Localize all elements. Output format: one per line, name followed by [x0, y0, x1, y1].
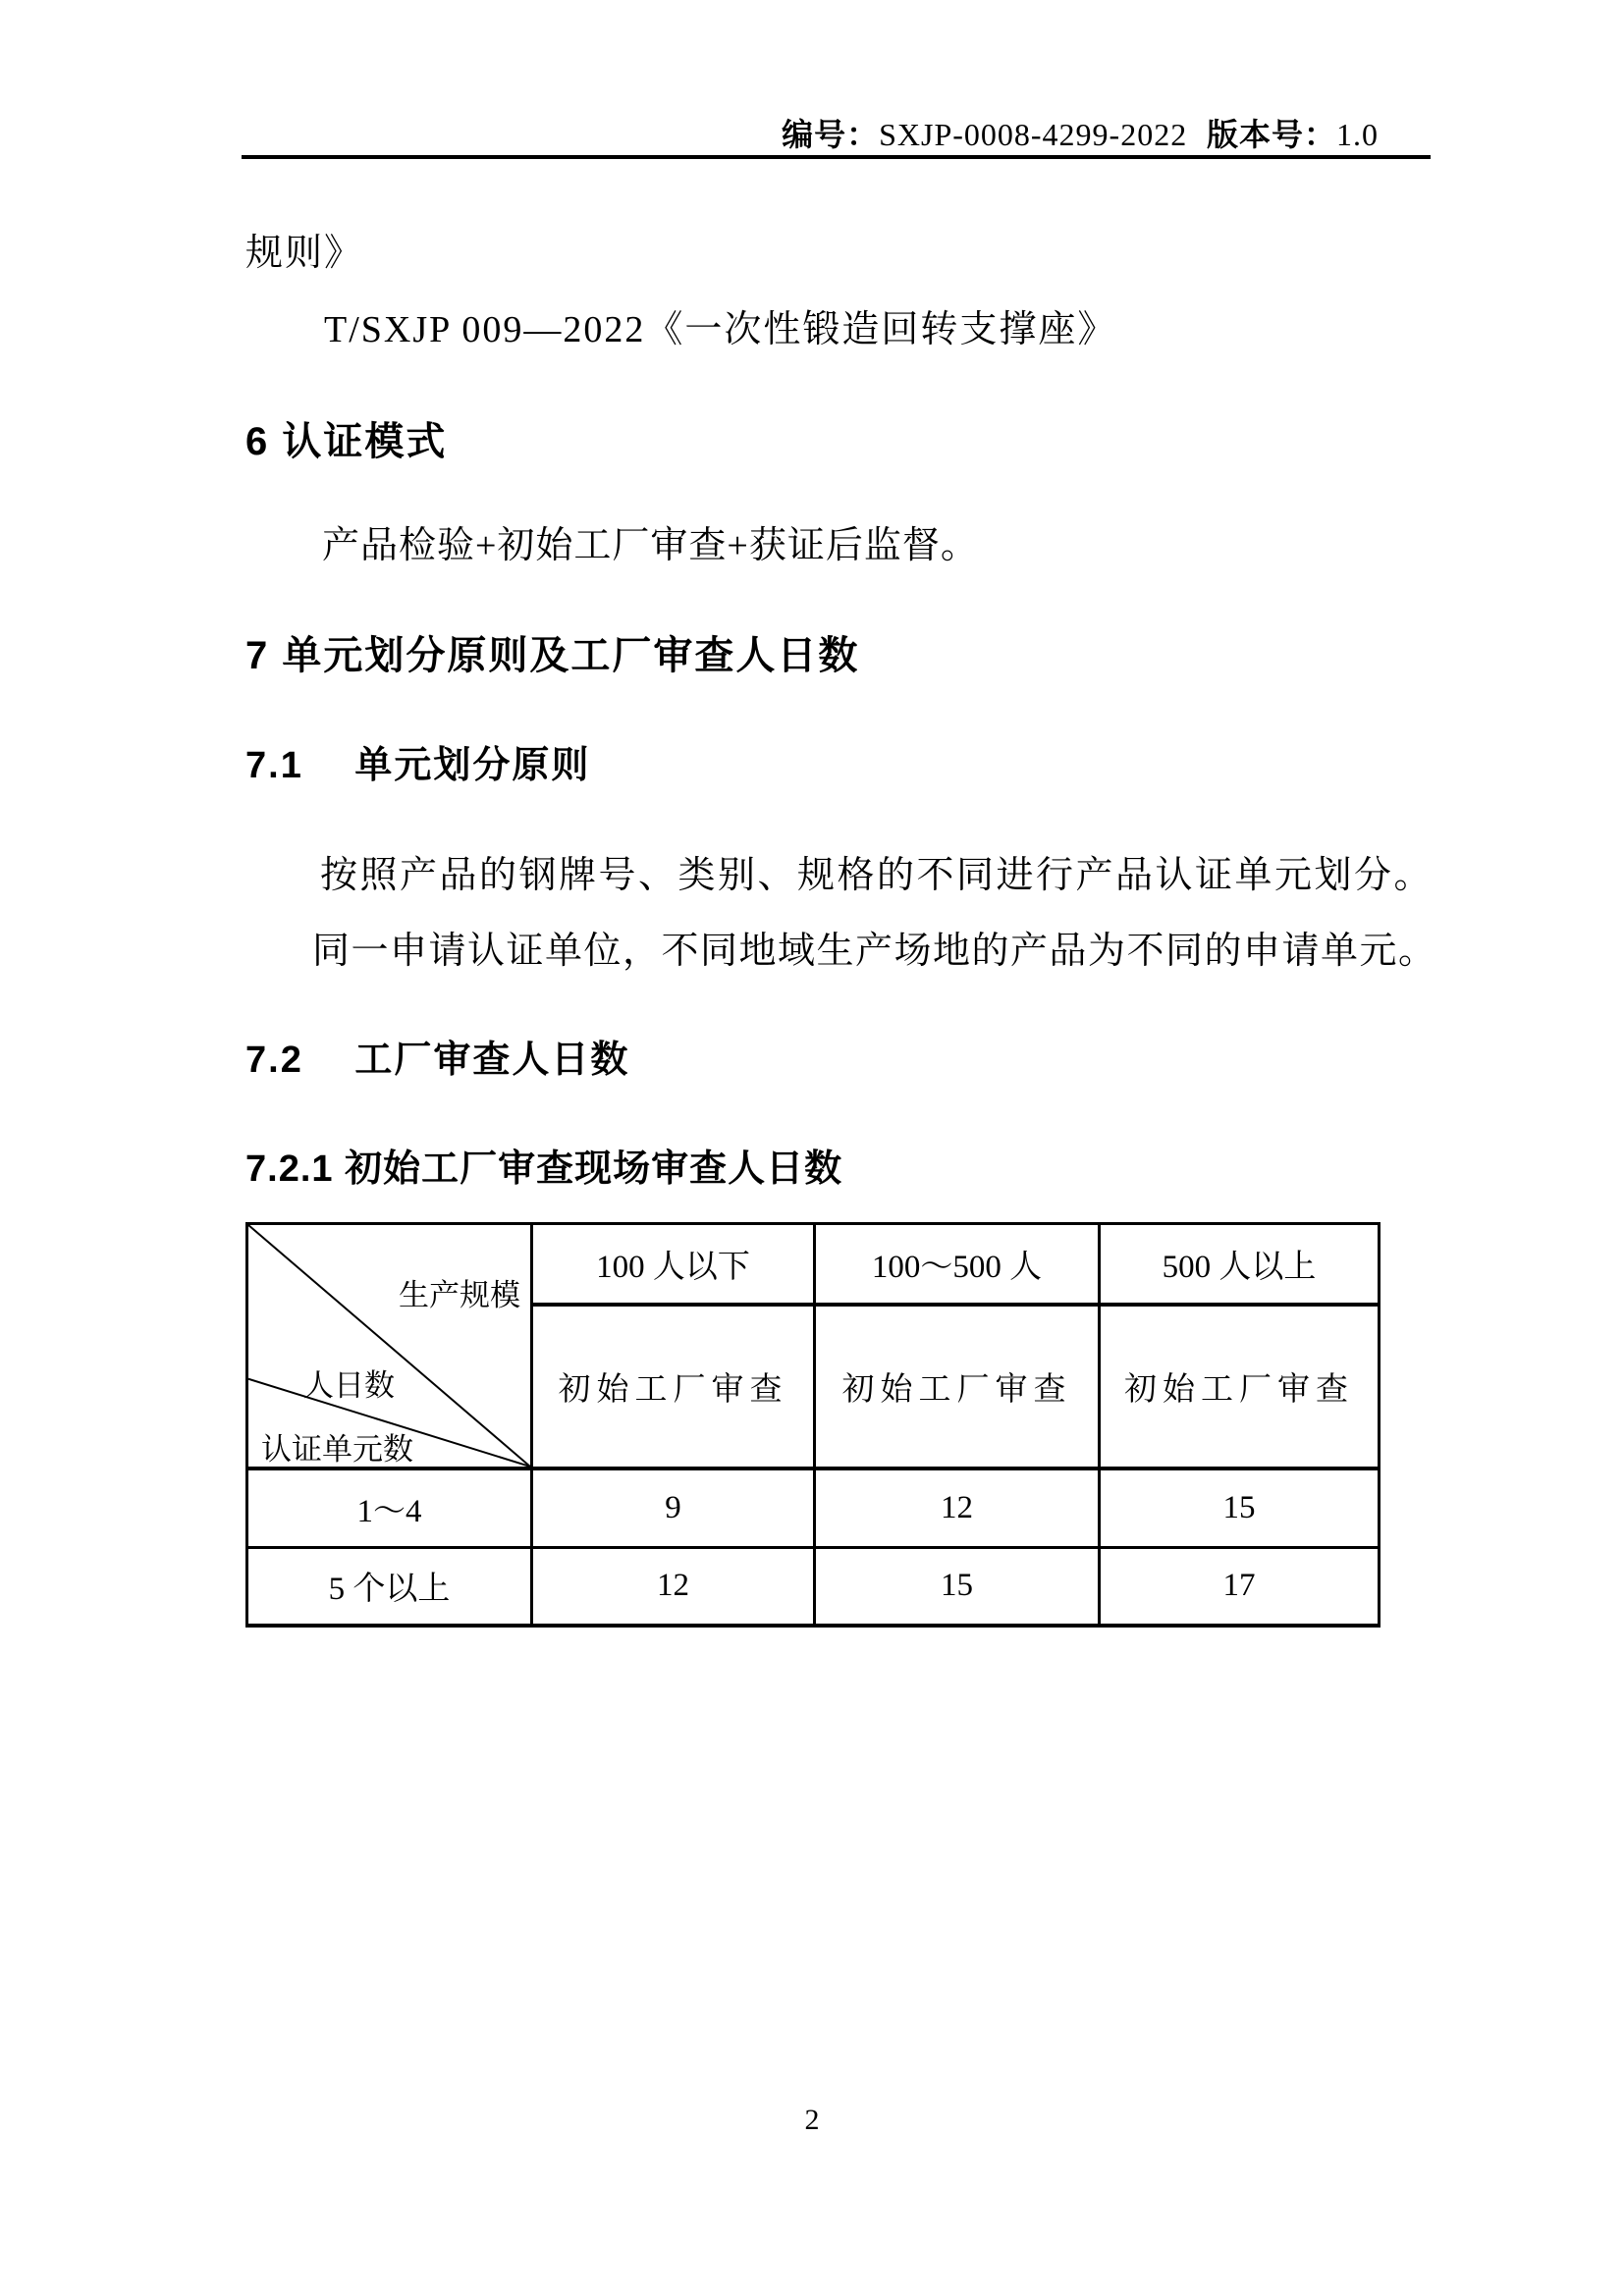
- table-row: [247, 1547, 1380, 1626]
- col-header-under-100: 100 人以下: [532, 1224, 815, 1305]
- col-header-over-500: 500 人以上: [1100, 1224, 1380, 1305]
- heading-7: 7 单元划分原则及工厂审查人日数: [245, 634, 860, 677]
- col-header-100-500: 100～500 人: [815, 1224, 1100, 1305]
- heading-7-1: 7.1 单元划分原则: [245, 745, 591, 786]
- corner-label-production-scale: 生产规模: [399, 1278, 520, 1312]
- sub-header-initial-audit-2: 初始工厂审查: [815, 1305, 1100, 1468]
- audit-man-days-table: [245, 1222, 1380, 1628]
- heading-7-2-1: 7.2.1 初始工厂审查现场审查人日数: [245, 1148, 843, 1190]
- cell-value: 15: [815, 1547, 1100, 1626]
- doc-number-value: SXJP-0008-4299-2022: [879, 117, 1188, 152]
- version-label: 版本号：: [1187, 117, 1336, 152]
- row-label-1-4: 1～4: [247, 1468, 532, 1547]
- heading-6: 6 认证模式: [245, 420, 448, 463]
- paragraph-rule-suffix: 规则》: [245, 233, 364, 274]
- cell-value: 17: [1100, 1547, 1380, 1626]
- header-rule: [242, 155, 1431, 159]
- corner-label-cert-units: 认证单元数: [261, 1432, 413, 1467]
- cell-value: 12: [815, 1468, 1100, 1547]
- page-header: [782, 110, 1379, 155]
- paragraph-6: 产品检验+初始工厂审查+获证后监督。: [322, 525, 979, 566]
- cell-value: 12: [532, 1547, 815, 1626]
- paragraph-standard-ref: T/SXJP 009—2022《一次性锻造回转支撑座》: [324, 309, 1117, 350]
- page-number: 2: [804, 2104, 820, 2136]
- doc-number-label: 编号：: [782, 117, 880, 152]
- cell-value: 15: [1100, 1468, 1380, 1547]
- heading-7-2: 7.2 工厂审查人日数: [245, 1040, 630, 1081]
- corner-label-man-days: 人日数: [303, 1368, 395, 1403]
- row-label-5-plus: 5 个以上: [247, 1547, 532, 1626]
- sub-header-initial-audit-3: 初始工厂审查: [1100, 1305, 1380, 1468]
- paragraph-7-1-line2: 同一申请认证单位，不同地域生产场地的产品为不同的申请单元。: [312, 931, 1437, 972]
- table-corner-cell: [247, 1224, 532, 1469]
- paragraph-7-1-line1: 按照产品的钢牌号、类别、规格的不同进行产品认证单元划分。: [320, 855, 1435, 896]
- version-value: 1.0: [1336, 117, 1379, 152]
- cell-value: 9: [532, 1468, 815, 1547]
- sub-header-initial-audit-1: 初始工厂审查: [532, 1305, 815, 1468]
- table-row: [247, 1468, 1380, 1547]
